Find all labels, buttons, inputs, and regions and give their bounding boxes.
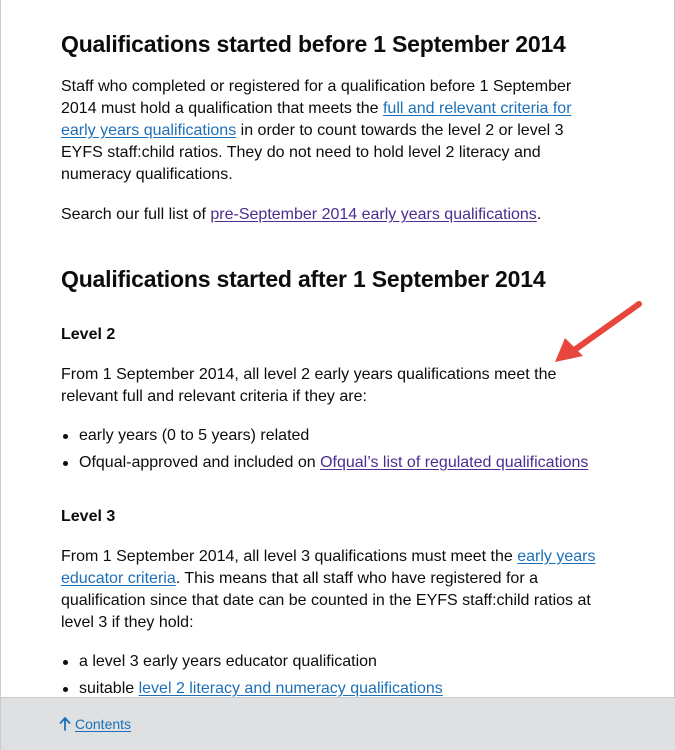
ofqual-regulated-qualifications-link[interactable]: Ofqual’s list of regulated qualifications: [320, 454, 589, 471]
list-item: [61, 651, 621, 673]
early-years-educator-criteria-link[interactable]: early years educator criteria: [61, 548, 596, 587]
literacy-numeracy-qualifications-link[interactable]: level 2 literacy and numeracy qualifications: [138, 680, 443, 697]
level-2-bullet-2-text: Ofqual-approved and included on: [79, 454, 321, 471]
level-2-criteria-list: [61, 425, 621, 479]
pre-september-qualifications-link[interactable]: pre-September 2014 early years qualifications: [210, 206, 537, 223]
paragraph-search-list: [61, 204, 621, 226]
paragraph-search-text-2: .: [536, 206, 542, 223]
heading-after-2014: Qualifications started after 1 September 2014: [61, 266, 546, 292]
heading-before-2014: Qualifications started before 1 September 2014: [61, 31, 566, 57]
paragraph-before-criteria: [61, 76, 606, 186]
paragraph-before-text-1: Staff who completed or registered for a qualification before 1 September 2014 must hold a qualification that meets the: [61, 78, 572, 117]
heading-level-3: Level 3: [61, 508, 116, 525]
paragraph-level-3: [61, 546, 609, 634]
paragraph-search-text-1: Search our full list of: [61, 206, 211, 223]
list-item: [61, 425, 621, 447]
paragraph-level-3-text-1: From 1 September 2014, all level 3 qualifications must meet the: [61, 548, 518, 565]
paragraph-before-text-2: in order to count towards the level 2 or level 3 EYFS staff:child ratios. They do not need to hold level 2 literacy and numeracy qualifications.: [61, 122, 564, 183]
paragraph-level-2: From 1 September 2014, all level 2 early years qualifications meet the relevant full and relevant criteria if they are:: [61, 366, 557, 405]
full-relevant-criteria-link[interactable]: full and relevant criteria for early years qualifications: [61, 100, 572, 139]
contents-link-label: Contents: [75, 716, 132, 732]
annotation-arrow-icon: [551, 296, 646, 366]
contents-link[interactable]: [59, 715, 131, 733]
arrow-up-icon: [59, 717, 71, 731]
level-3-bullet-2-text: suitable: [79, 680, 139, 697]
contents-footer-bar: [1, 697, 675, 750]
paragraph-level-3-text-2: . This means that all staff who have registered for a qualification since that date can be counted in the EYFS staff:child ratios at level 3 if they hold:: [61, 570, 591, 631]
list-item: [61, 452, 621, 474]
heading-level-2: Level 2: [61, 326, 116, 343]
level-3-bullet-1: a level 3 early years educator qualification: [79, 653, 377, 670]
level-2-bullet-1: early years (0 to 5 years) related: [79, 427, 310, 444]
